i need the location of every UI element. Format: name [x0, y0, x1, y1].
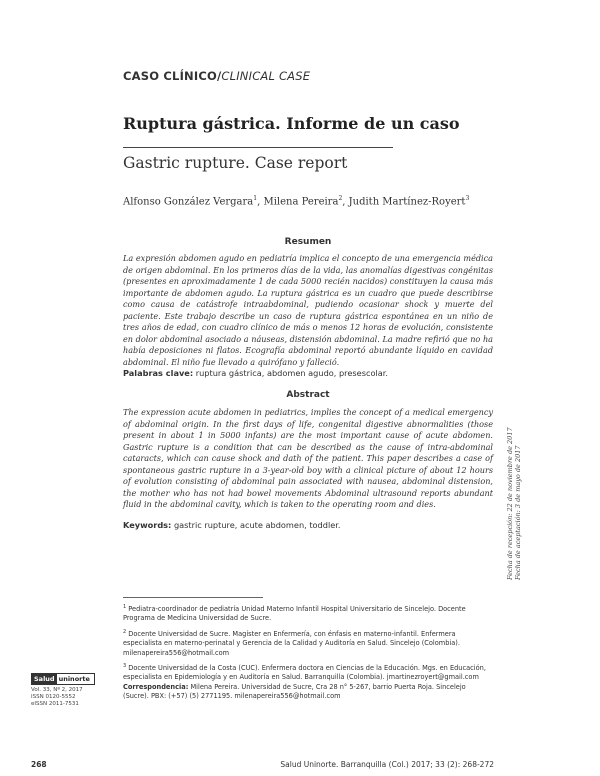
footnote-2: $^2$ Docente Universidad de Sucre. Magíster en Enfermería, con énfasis en materno-infantil. Enfermera especialista en materno-perinatal y Gerencia de la Calidad y Auditoría en Salud. Sincelejo (Colombia). milenapereira556@hotmail.com	[123, 628, 460, 657]
page-number: 268	[31, 760, 47, 769]
journal-volume-info: Vol. 33, Nº 2, 2017 ISSN 0120-5552 eISSN 2011-7531	[31, 687, 83, 707]
abstract-text: The expression acute abdomen in pediatrics, implies the concept of a medical emergency of abdominal origin. In the first days of life, congenital digestive abnormalities (those present in about 1 in 5000 infants) are the most important cause of acute abdomen. Gastric rupture is a condition that can be described as the cause of intra-abdominal cataracts, which can cause shock and dath of the patient. This paper describes a case of spontaneous gastric rupture in a 3-year-old boy with a clinical picture of about 12 hours of evolution consisting of abdominal pain associated with nausea, abdominal distension, the mother who has not had bowel movements Abdominal ultrasound reports abundant fluid in the abdominal cavity, which is taken to the operating room and dies.	[123, 407, 493, 510]
footnote-3: $^3$ Docente Universidad de la Costa (CUC). Enfermera doctora en Ciencias de la Educación. Mgs. en Educación, especialista en Epidemiología y en Auditoría en Salud. Barranquilla (Colombia). jmartinezroyert@gmail.com	[123, 662, 486, 682]
date-received: Fecha de recepción: 22 de noviembre de 2017	[506, 427, 514, 580]
article-title-es: Ruptura gástrica. Informe de un caso	[123, 114, 460, 133]
article-title-en: Gastric rupture. Case report	[123, 154, 348, 172]
keywords: Keywords: gastric rupture, acute abdomen, toddler.	[123, 520, 341, 530]
dates-sidebar	[506, 420, 526, 580]
resumen-heading: Resumen	[284, 237, 332, 247]
resumen-text: La expresión abdomen agudo en pediatría implica el concepto de una emergencia médica de origen abdominal. En los primeros días de la vida, las anomalías digestivas congénitas (presentes en aproximadamente 1 de cada 5000 recién nacidos) constituyen la causa más importante de abdomen agudo. La ruptura gástrica es un cuadro que puede describirse como causa de catástrofe intraabdominal, pudiendo ocasionar shock y muerte del paciente. Este trabajo describe un caso de ruptura gástrica espontánea en un niño de tres años de edad, con cuadro clínico de más o menos 12 horas de evolución, consistente en dolor abdominal asociado a náuseas, distensión abdominal. La madre refirió que no ha había deposiciones ni flatos. Ecografía abdominal reportó abundante líquido en cavidad abdominal. El niño fue llevado a quirófano y falleció.	[123, 253, 493, 367]
footnote-1: $^1$ Pediatra-coordinador de pediatría Unidad Materno Infantil Hospital Universitario de Sincelejo. Docente Programa de Medicina Universidad de Sucre.	[123, 604, 466, 623]
date-accepted: Fecha de aceptación: 3 de mayo de 2017	[514, 445, 522, 580]
author-3: Judith Martínez-Royert	[348, 196, 466, 208]
authors-line: Alfonso González Vergara$^1$, Milena Pereira$^2$, Judith Martínez-Royert$^3$	[123, 195, 470, 208]
section-label-en: CLINICAL CASE	[221, 69, 311, 83]
palabras-clave: Palabras clave: ruptura gástrica, abdomen agudo, presescolar.	[123, 368, 388, 378]
author-2: Milena Pereira	[263, 196, 339, 208]
title-divider	[123, 147, 393, 148]
footnotes	[123, 603, 493, 705]
journal-logo: Salud uninorte	[31, 673, 95, 685]
correspondence: Correspondencia: Milena Pereira. Universidad de Sucre, Cra 28 n° 5-267, barrio Puerta Roja. Sincelejo (Sucre). PBX: (+57) (5) 2771195. milenapereira556@hotmail.com	[123, 682, 466, 700]
author-1: Alfonso González Vergara	[123, 196, 254, 208]
section-label: CASO CLÍNICO/CLINICAL CASE	[123, 69, 311, 83]
journal-citation: Salud Uninorte. Barranquilla (Col.) 2017; 33 (2): 268-272	[280, 760, 494, 769]
abstract-heading: Abstract	[286, 390, 330, 400]
footnote-divider	[123, 597, 263, 598]
